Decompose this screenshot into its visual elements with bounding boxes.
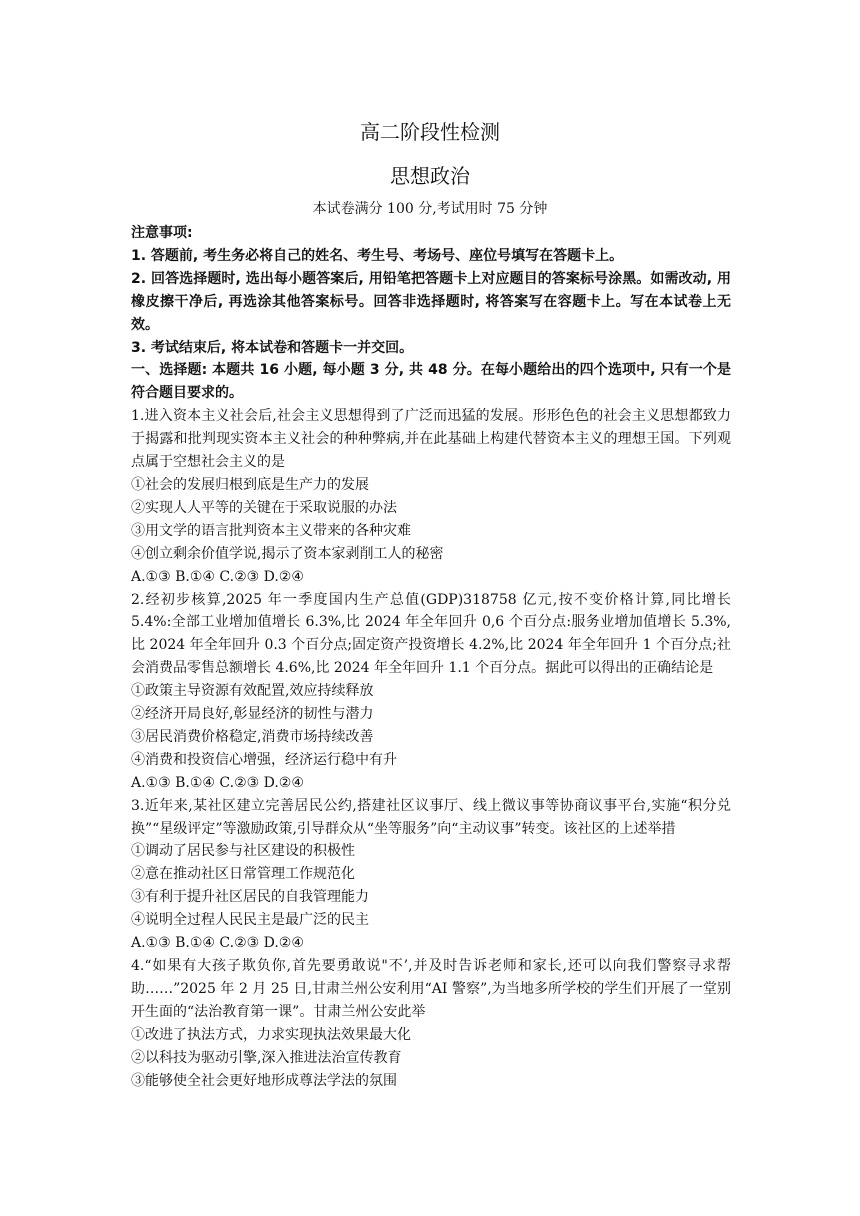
question-3-answers: A.①③ B.①④ C.②③ D.②④	[131, 935, 304, 952]
question-1-answers: A.①③ B.①④ C.②③ D.②④	[131, 568, 304, 585]
section-heading: 一、选择题: 本题共 16 小题, 每小题 3 分, 共 48 分。在每小题给出的四个选项中, 只有一个是符合题目要求的。	[131, 362, 731, 402]
exam-title: 高二阶段性检测	[360, 120, 500, 144]
question-3-option-2: ②意在推动社区日常管理工作规范化	[131, 866, 355, 883]
question-4-option-3: ③能够使全社会更好地形成尊法学法的氛围	[131, 1072, 397, 1089]
subject-title: 思想政治	[390, 164, 470, 188]
question-4-option-1: ①改进了执法方式，力求实现执法效果最大化	[131, 1026, 411, 1043]
exam-content	[131, 222, 731, 1092]
question-3-option-1: ①调动了居民参与社区建设的积极性	[131, 843, 355, 860]
question-3-stem: 3.近年来,某社区建立完善居民公约,搭建社区议事厅、线上微议事等协商议事平台,实施“积分兑换”“星级评定”等激励政策,引导群众从“坐等服务”向“主动议事”转变。该社区的上述举措	[131, 797, 731, 837]
question-4-option-2: ②以科技为驱动引擎,深入推进法治宣传教育	[131, 1049, 402, 1066]
question-4-stem: 4.“如果有大孩子欺负你,首先要勇敢说"不’,并及时告诉老师和家长,还可以向我们警察寻求帮助……”2025 年 2 月 25 日,甘肃兰州公安利用“AI 警察”,为当地多所学校的学生们开展了一堂别开生面的“法治教育第一课”。甘肃兰州公安此举	[131, 958, 731, 1020]
question-2-option-4: ④消费和投资信心增强，经济运行稳中有升	[131, 751, 397, 768]
exam-meta: 本试卷满分 100 分,考试用时 75 分钟	[312, 201, 548, 217]
notice-item-3: 3. 考试结束后, 将本试卷和答题卡一并交回。	[131, 339, 414, 356]
question-3-option-3: ③有利于提升社区居民的自我管理能力	[131, 889, 369, 906]
question-2-stem: 2.经初步核算,2025 年一季度国内生产总值(GDP)318758 亿元,按不变价格计算,同比增长 5.4%:全部工业增加值增长 6.3%,比 2024 年全年回升 0,6 个百分点:服务业增加值增长 5.3%,比 2024 年全年回升 0.3 个百分点;固定资产投资增长 4.2%,比 2024 年全年回升 1 个百分点;社会消费品零售总额增长 4.6%,比 2024 年全年回升 1.1 个百分点。据此可以得出的正确结论是	[131, 591, 731, 677]
notice-item-2: 2. 回答选择题时, 选出每小题答案后, 用铅笔把答题卡上对应题目的答案标号涂黑。如需改动, 用橡皮擦干净后, 再选涂其他答案标号。回答非选择题时, 将答案写在容题卡上。写在本试卷上无效。	[131, 270, 731, 333]
notice-heading: 注意事项:	[131, 225, 193, 241]
question-1-option-1: ①社会的发展归根到底是生产力的发展	[131, 476, 369, 493]
question-1-stem: 1.进入资本主义社会后,社会主义思想得到了广泛而迅猛的发展。形形色色的社会主义思想都致力于揭露和批判现实资本主义社会的种种弊病,并在此基础上构建代替资本主义的理想王国。下列观点属于空想社会主义的是	[131, 408, 731, 471]
question-3-option-4: ④说明全过程人民民主是最广泛的民主	[131, 912, 369, 929]
notice-item-1: 1. 答题前, 考生务必将自己的姓名、考生号、考场号、座位号填写在答题卡上。	[131, 247, 624, 264]
question-2-option-3: ③居民消费价格稳定,消费市场持续改善	[131, 728, 374, 745]
question-1-option-4: ④创立剩余价值学说,揭示了资本家剥削工人的秘密	[131, 545, 444, 562]
question-1-option-2: ②实现人人平等的关键在于采取说服的办法	[131, 499, 397, 516]
question-2-option-2: ②经济开局良好,彰显经济的韧性与潜力	[131, 706, 374, 723]
question-2-answers: A.①③ B.①④ C.②③ D.②④	[131, 774, 304, 791]
question-2-option-1: ①政策主导资源有效配置,效应持续释放	[131, 683, 374, 700]
question-1-option-3: ③用文学的语言批判资本主义带来的各种灾难	[131, 522, 411, 539]
